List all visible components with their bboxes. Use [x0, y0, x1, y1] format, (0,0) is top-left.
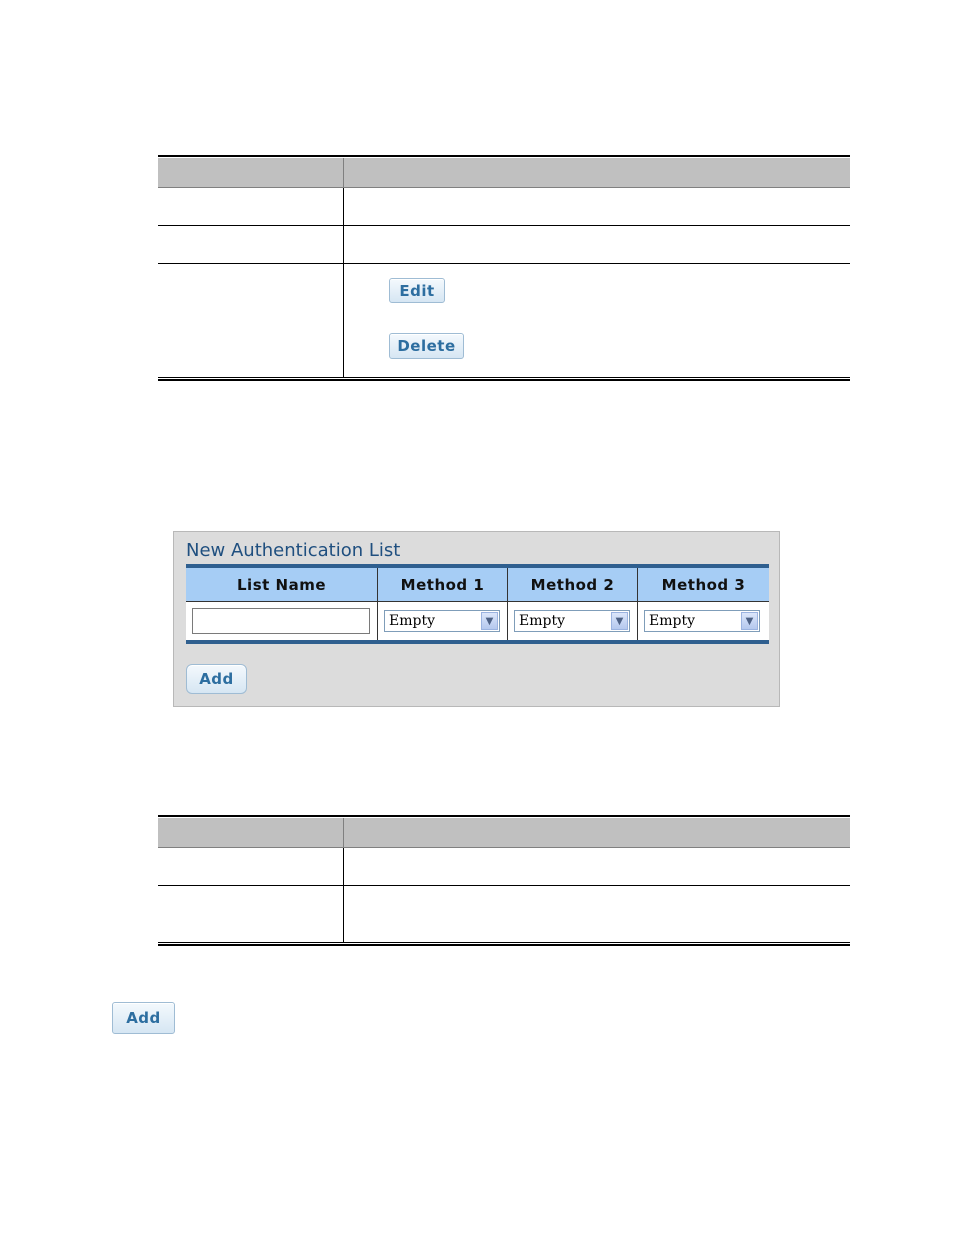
table-row	[158, 264, 850, 377]
add-button[interactable]: Add	[186, 664, 247, 694]
table-cell	[344, 226, 850, 263]
table-row	[158, 188, 850, 226]
table-cell	[344, 848, 850, 885]
table-cell	[344, 886, 850, 942]
table-bottom-rule	[158, 944, 850, 946]
table-header-cell	[158, 818, 344, 847]
chevron-down-icon[interactable]: ▼	[611, 612, 628, 630]
doc-table-2	[158, 815, 850, 946]
table-cell	[158, 848, 344, 885]
table-bottom-rule	[158, 377, 850, 378]
column-header-list-name: List Name	[186, 568, 378, 601]
chevron-down-icon[interactable]: ▼	[481, 612, 498, 630]
list-name-input[interactable]	[192, 608, 370, 634]
table-cell	[158, 226, 344, 263]
table-cell	[344, 264, 850, 377]
method-1-select[interactable]	[384, 610, 500, 632]
method-1-cell	[378, 602, 508, 640]
method-2-select[interactable]	[514, 610, 630, 632]
method-3-cell	[638, 602, 769, 640]
delete-button[interactable]: Delete	[389, 333, 464, 359]
doc-table-1	[158, 155, 850, 381]
auth-list-grid	[186, 564, 769, 644]
grid-header-row	[186, 568, 769, 602]
chevron-down-icon[interactable]: ▼	[741, 612, 758, 630]
table-cell	[344, 188, 850, 225]
table-header-cell	[158, 158, 344, 187]
method-1-value: Empty	[389, 613, 435, 629]
table-row	[158, 848, 850, 886]
table-cell	[158, 188, 344, 225]
table-cell	[158, 264, 344, 377]
table-row	[158, 226, 850, 264]
method-2-value: Empty	[519, 613, 565, 629]
column-header-method-3: Method 3	[661, 575, 746, 594]
table-bottom-rule	[158, 379, 850, 381]
column-header-method-1: Method 1	[378, 568, 508, 601]
table-header-row	[158, 157, 850, 188]
table-row	[158, 886, 850, 942]
table-bottom-rule	[158, 942, 850, 943]
table-cell	[158, 886, 344, 942]
grid-input-row	[186, 602, 769, 640]
new-authentication-list-panel	[173, 531, 780, 707]
method-3-value: Empty	[649, 613, 695, 629]
column-header-method-2: Method 2	[508, 568, 638, 601]
table-header-cell	[344, 158, 850, 187]
add-button-standalone[interactable]: Add	[112, 1002, 175, 1034]
list-name-cell	[186, 602, 378, 640]
table-header-row	[158, 817, 850, 848]
table-header-cell	[344, 818, 850, 847]
method-3-select[interactable]	[644, 610, 760, 632]
method-2-cell	[508, 602, 638, 640]
edit-button[interactable]: Edit	[389, 278, 445, 303]
panel-title: New Authentication List	[186, 540, 401, 561]
